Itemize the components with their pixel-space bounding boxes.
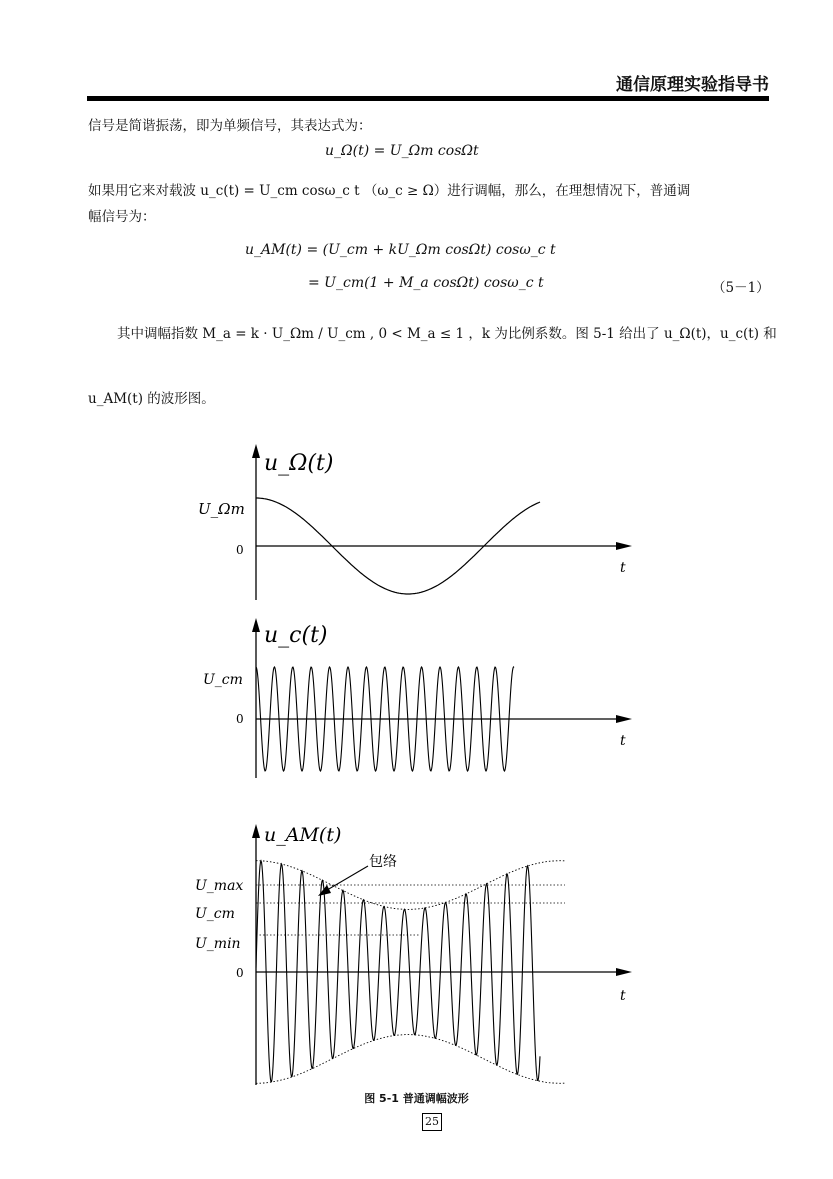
plot2-y-arrow [252,618,260,632]
plot1-ylabel: u_Ω(t) [264,451,334,476]
envelope-annotation: 包络 [369,854,397,870]
am-wave [256,861,540,1082]
plot2-level-label: U_cm [203,672,243,688]
equation-1: u_Ω(t) = U_Ωm cosΩt [325,143,479,159]
equation-number: （5－1） [712,280,770,296]
paragraph-1: 信号是简谐振荡，即为单频信号，其表达式为： [88,118,372,134]
figure-caption: 图 5-1 普通调幅波形 [364,1092,469,1105]
plot1-y-arrow [252,444,260,458]
paragraph-3: 幅信号为： [88,209,156,225]
plot3-min-label: U_min [195,936,241,952]
plot3-y-arrow [252,824,260,838]
plot3-ylabel: u_AM(t) [264,824,342,846]
envelope-pointer-head [318,885,331,896]
equation-2a: u_AM(t) = (U_cm + kU_Ωm cosΩt) cosω_c t [245,242,556,258]
plot2-x-arrow [616,715,632,723]
page-header-title: 通信原理实验指导书 [616,75,769,95]
plot2-ylabel: u_c(t) [264,623,328,648]
plot3-xlabel: t [620,988,626,1004]
page-number: 25 [422,1113,442,1131]
plot1-level-label: U_Ωm [198,500,245,518]
paragraph-2: 如果用它来对载波 u_c(t) = U_cm cosω_c t （ω_c ≥ Ω）进行调幅，那么，在理想情况下，普通调 [88,183,691,199]
plot3-cm-label: U_cm [195,906,235,922]
plot3-x-arrow [616,968,632,976]
plot2-xlabel: t [620,733,626,749]
equation-2b: = U_cm(1 + M_a cosΩt) cosω_c t [308,275,544,291]
paragraph-5: u_AM(t) 的波形图。 [88,391,215,407]
plot2-zero-label: 0 [236,712,244,726]
plot1-xlabel: t [620,560,626,576]
plot3-max-label: U_max [195,878,244,894]
plot3-zero-label: 0 [236,966,244,980]
plot1-zero-label: 0 [236,543,244,557]
paragraph-4: 其中调幅指数 M_a = k · U_Ωm / U_cm , 0 < M_a ≤ 1 ，k 为比例系数。图 5-1 给出了 u_Ω(t)，u_c(t) 和 [117,326,777,342]
plot1-x-arrow [616,542,632,550]
